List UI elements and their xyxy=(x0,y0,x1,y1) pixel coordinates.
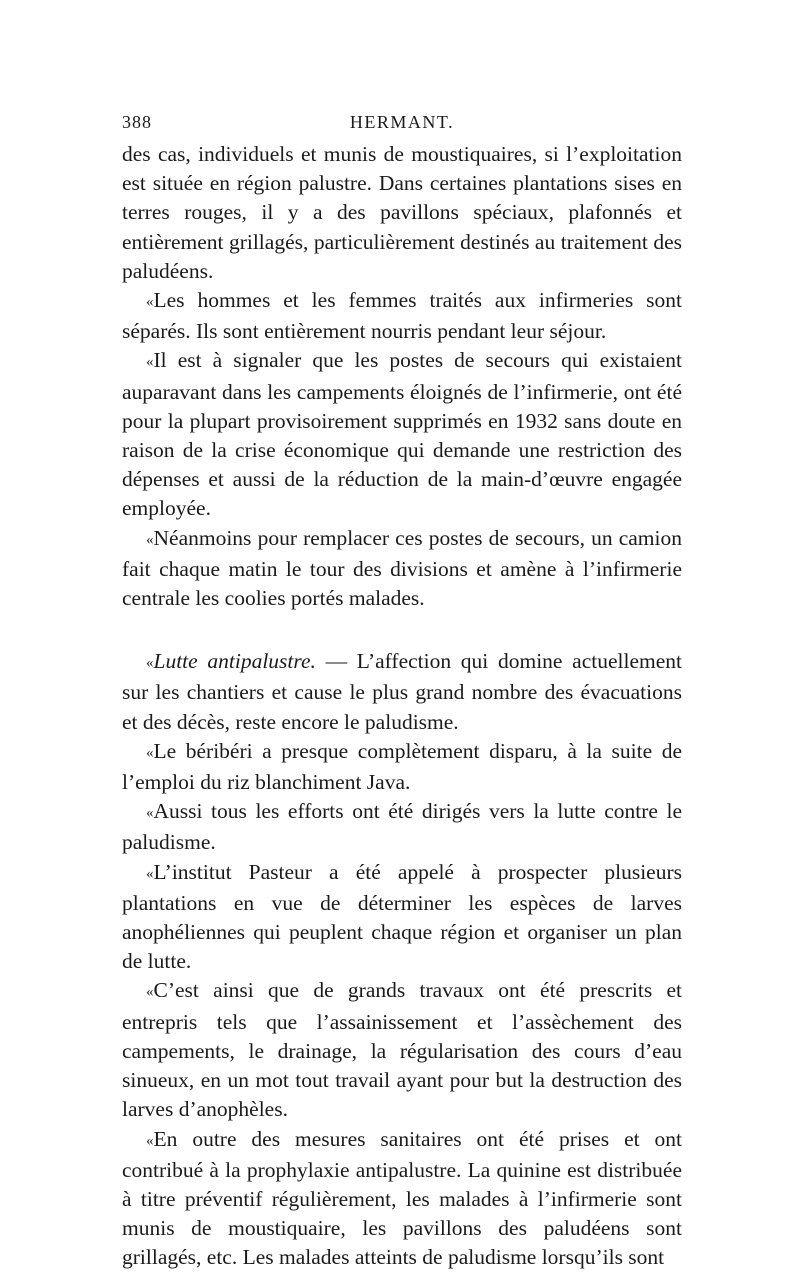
paragraph xyxy=(122,1125,682,1273)
paragraph-text: L’institut Pasteur a été appelé à prospecter plusieurs plantations en vue de déterminer les espèces de larves anophéliennes qui peuplent chaque région et organiser un plan de lutte. xyxy=(122,859,682,974)
section-gap xyxy=(122,613,682,647)
paragraph-text: Néanmoins pour remplacer ces postes de secours, un camion fait chaque matin le tour des divisions et amène à l’infirmerie centrale les coolies portés malades. xyxy=(122,525,682,611)
paragraph-text: L’affection qui domine actuellement sur les chantiers et cause le plus grand nombre des évacuations et des décès, reste encore le paludisme. xyxy=(122,649,682,734)
paragraph-text: En outre des mesures sanitaires ont été prises et ont contribué à la prophylaxie antipalustre. La quinine est distribuée à titre préventif régulièrement, les malades à l’infirmerie sont munis de moustiquaire, les pavillons des paludéens sont grillagés, etc. Les malades atteints de paludisme lorsqu’ils sont xyxy=(122,1126,682,1270)
opening-quote: « xyxy=(146,531,154,548)
paragraph-text: Il est à signaler que les postes de secours qui existaient auparavant dans les campements éloignés de l’infirmerie, ont été pour la plupart provisoirement supprimés en 1932 sans doute en raison de la crise économique qui demande une restriction des dépenses et aussi de la réduction de la main-d’œuvre engagée employée. xyxy=(122,348,682,521)
paragraph xyxy=(122,858,682,977)
opening-quote: « xyxy=(146,655,154,672)
paragraph xyxy=(122,797,682,857)
opening-quote: « xyxy=(146,805,154,822)
opening-quote: « xyxy=(146,984,154,1001)
paragraph-continuation xyxy=(122,140,682,286)
opening-quote: « xyxy=(146,744,154,761)
paragraph-text: des cas, individuels et munis de moustiquaires, si l’exploitation est située en région palustre. Dans certaines plantations sises en terres rouges, il y a des pavillons spéciaux, plafonnés et entièrement grillagés, particulièrement destinés au traitement des paludéens. xyxy=(122,142,682,283)
body-text xyxy=(122,140,682,1273)
paragraph xyxy=(122,346,682,523)
paragraph-text: Aussi tous les efforts ont été dirigés vers la lutte contre le paludisme. xyxy=(122,799,682,855)
document-page xyxy=(122,112,682,1273)
paragraph-text: C’est ainsi que de grands travaux ont été prescrits et entrepris tels que l’assainissement et l’assèchement des campements, le drainage, la régularisation des cours d’eau sinueux, en un mot tout travail ayant pour but la destruction des larves d’anophèles. xyxy=(122,978,682,1122)
opening-quote: « xyxy=(146,865,154,882)
section-paragraph xyxy=(122,647,682,737)
paragraph xyxy=(122,737,682,797)
paragraph xyxy=(122,976,682,1124)
page-number: 388 xyxy=(122,112,152,132)
paragraph-text: Les hommes et les femmes traités aux infirmeries sont séparés. Ils sont entièrement nourris pendant leur séjour. xyxy=(122,288,682,344)
opening-quote: « xyxy=(146,1132,154,1149)
section-dash: — xyxy=(315,649,357,674)
opening-quote: « xyxy=(146,354,154,371)
opening-quote: « xyxy=(146,294,154,311)
paragraph-text: Le béribéri a presque complètement disparu, à la suite de l’emploi du riz blanchiment Java. xyxy=(122,738,682,795)
running-title: HERMANT. xyxy=(349,112,455,132)
paragraph xyxy=(122,524,682,614)
section-runin-title: Lutte antipalustre. xyxy=(153,649,316,674)
paragraph xyxy=(122,286,682,346)
running-head xyxy=(122,112,682,140)
